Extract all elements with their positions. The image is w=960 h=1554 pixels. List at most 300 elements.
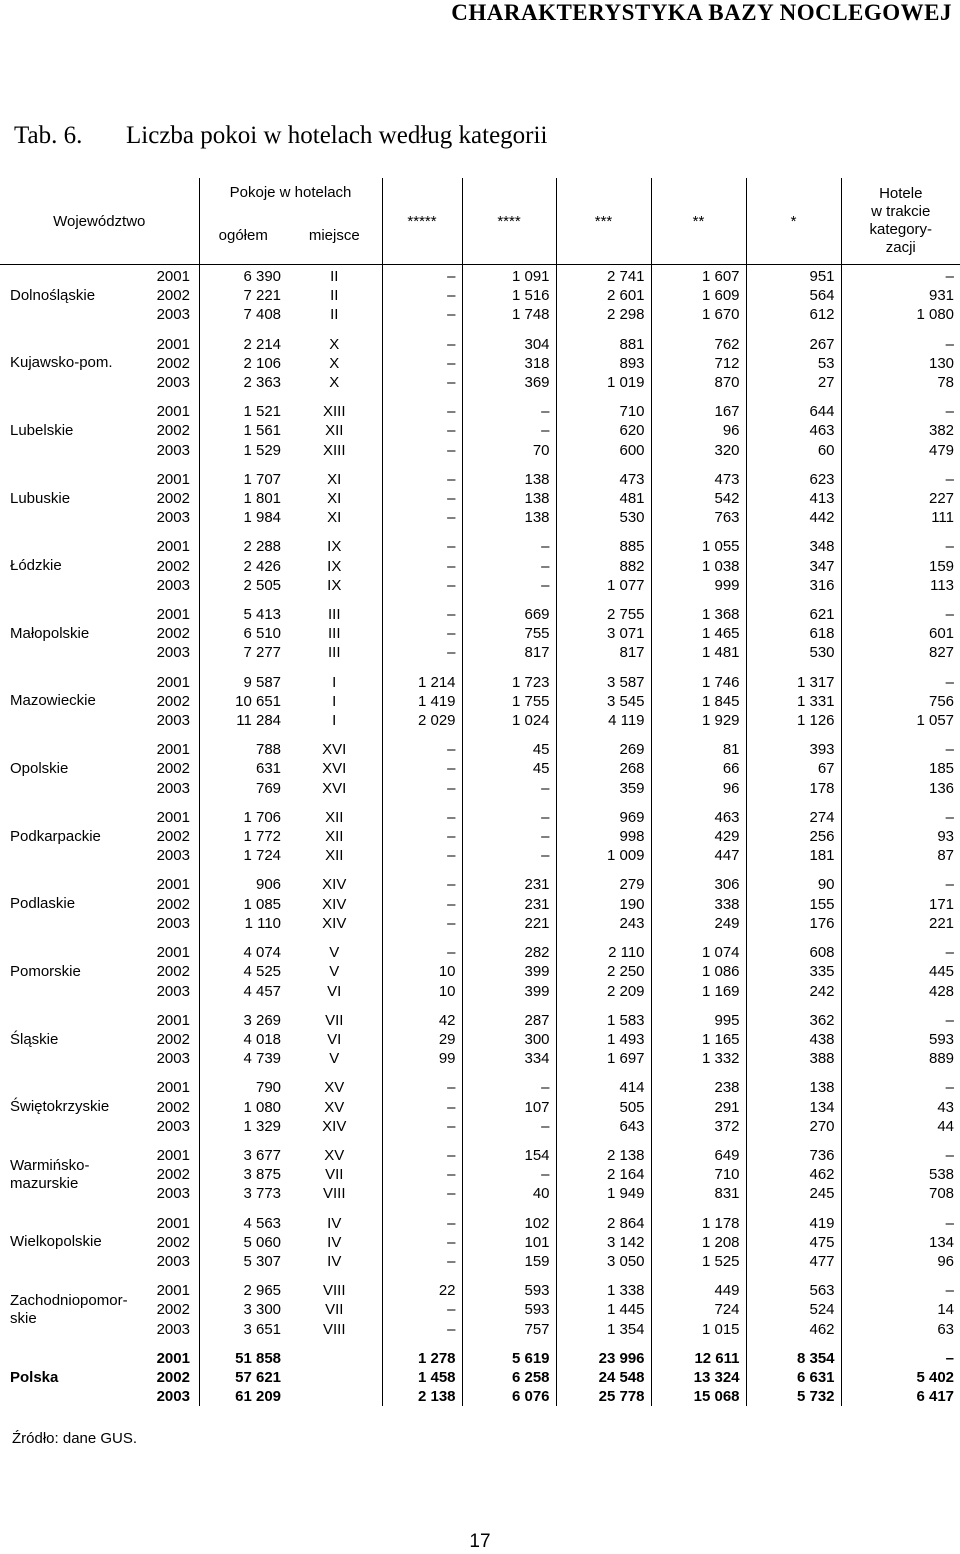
hotele-cell: 708 [841,1184,960,1203]
cat2-cell: 1 038 [651,557,746,576]
region-name-line: skie [10,1309,37,1327]
ogolem-cell: 4 563 [199,1214,287,1233]
hotele-cell: 130 [841,354,960,373]
cat3-cell: 998 [556,827,651,846]
cat4-cell: 300 [462,1030,556,1049]
miejsce-cell: XIV [322,914,347,932]
cat4-cell: – [462,537,556,556]
cat2-cell: 995 [651,1011,746,1030]
cat3-cell: 25 778 [556,1387,651,1406]
cat5-cell: – [382,1165,462,1184]
cat2-cell: 66 [651,759,746,778]
cat2-cell: 449 [651,1281,746,1300]
cat3-cell: 643 [556,1117,651,1136]
cat5-cell: – [382,1233,462,1252]
ogolem-cell: 4 525 [199,962,287,981]
miejsce-cell: XVI [322,779,347,797]
header-pokoje: Pokoje w hotelach [199,178,382,206]
cat5-cell: – [382,1098,462,1117]
table-number: Tab. 6. [14,122,83,149]
region-name-line: Kujawsko-pom. [10,354,113,372]
cat5-cell: – [382,1214,462,1233]
miejsce-cell: XVI [322,741,347,759]
ogolem-cell: 4 074 [199,943,287,962]
cat2-cell: 238 [651,1078,746,1097]
miejsce-cell: XI [327,470,342,488]
cat4-cell: – [462,576,556,595]
year-cell: 2003 [156,644,190,662]
cat3-cell: 268 [556,759,651,778]
table-row [0,402,960,421]
cat4-cell: 304 [462,335,556,354]
miejsce-cell: I [332,673,337,691]
region-name [0,605,148,663]
cat1-cell: 181 [746,846,841,865]
cat5-cell: – [382,1078,462,1097]
miejsce-cell: VII [325,1166,344,1184]
miejsce-cell [287,1368,382,1387]
cat1-cell: 362 [746,1011,841,1030]
miejsce-cell: XIV [322,876,347,894]
year-cell: 2003 [156,1117,190,1135]
cat5-cell: 1 214 [382,673,462,692]
region-name-line: mazurskie [10,1174,79,1192]
cat1-cell: 8 354 [746,1349,841,1368]
cat4-cell: – [462,557,556,576]
cat5-cell: – [382,267,462,286]
cat3-cell: 3 071 [556,624,651,643]
cat3-cell: 1 019 [556,373,651,392]
miejsce-cell: I [332,692,337,710]
cat5-cell: 1 419 [382,692,462,711]
ogolem-cell: 51 858 [199,1349,287,1368]
cat4-cell: – [462,1117,556,1136]
cat3-cell: 2 601 [556,286,651,305]
hotele-cell: 93 [841,827,960,846]
cat5-cell: – [382,1252,462,1271]
year-cell: 2002 [156,692,190,710]
hotele-cell: 1 057 [841,711,960,730]
cat5-cell: – [382,373,462,392]
region-name-line: Zachodniopomor- [10,1291,128,1309]
hotele-cell: 5 402 [841,1368,960,1387]
cat3-cell: 3 545 [556,692,651,711]
cat5-cell: – [382,470,462,489]
region-name-line: Lubelskie [10,422,74,440]
ogolem-cell: 3 875 [199,1165,287,1184]
cat4-cell: – [462,827,556,846]
cat5-cell: 42 [382,1011,462,1030]
cat2-cell: 463 [651,808,746,827]
miejsce-cell: XIV [322,1117,347,1135]
cat1-cell: 90 [746,875,841,894]
cat5-cell: – [382,286,462,305]
ogolem-cell: 4 739 [199,1049,287,1068]
cat5-cell: 10 [382,962,462,981]
miejsce-cell: IV [327,1233,342,1251]
year-cell: 2002 [156,760,190,778]
year-cell: 2003 [156,306,190,324]
hotele-cell: 1 080 [841,305,960,324]
region-name-line: Małopolskie [10,624,90,642]
cat3-cell: 279 [556,875,651,894]
cat4-cell: 45 [462,740,556,759]
cat4-cell: 231 [462,875,556,894]
cat5-cell: – [382,943,462,962]
cat3-cell: 2 164 [556,1165,651,1184]
region-name-line: Świętokrzyskie [10,1098,110,1116]
ogolem-cell: 2 106 [199,354,287,373]
year-cell: 2003 [156,1388,190,1406]
hotele-cell: 87 [841,846,960,865]
cat5-cell: 10 [382,982,462,1001]
cat4-cell: 669 [462,605,556,624]
cat4-cell: 755 [462,624,556,643]
year-cell: 2002 [156,963,190,981]
miejsce-cell: VI [327,1030,342,1048]
cat4-cell: 1 091 [462,267,556,286]
region-name [0,1214,148,1272]
hotele-cell: 479 [841,441,960,460]
year-cell: 2002 [156,287,190,305]
year-cell: 2002 [156,1098,190,1116]
cat3-cell: 473 [556,470,651,489]
hotele-cell: 96 [841,1252,960,1271]
ogolem-cell: 10 651 [199,692,287,711]
miejsce-cell: XV [324,1098,345,1116]
year-cell: 2002 [156,895,190,913]
cat4-cell: 5 619 [462,1349,556,1368]
miejsce-cell: XIII [323,403,346,421]
cat1-cell: 612 [746,305,841,324]
ogolem-cell: 2 505 [199,576,287,595]
region-name-line: Łódzkie [10,557,62,575]
cat3-cell: 1 583 [556,1011,651,1030]
cat1-cell: 462 [746,1320,841,1339]
miejsce-cell: VII [325,1011,344,1029]
cat2-cell: 1 845 [651,692,746,711]
year-cell: 2001 [156,944,190,962]
cat3-cell: 530 [556,508,651,527]
year-cell: 2002 [156,490,190,508]
hotele-cell: – [841,673,960,692]
hotele-cell: – [841,267,960,286]
hotele-cell: 827 [841,643,960,662]
cat2-cell: 1 086 [651,962,746,981]
miejsce-cell: V [329,963,340,981]
hotele-cell: – [841,470,960,489]
ogolem-cell: 2 426 [199,557,287,576]
miejsce-cell: III [328,606,341,624]
cat3-cell: 1 697 [556,1049,651,1068]
cat4-cell: 1 755 [462,692,556,711]
cat2-cell: 15 068 [651,1387,746,1406]
header-2-star: ** [651,178,746,265]
ogolem-cell: 1 085 [199,895,287,914]
year-cell: 2003 [156,509,190,527]
year-cell: 2002 [156,1301,190,1319]
cat3-cell: 190 [556,895,651,914]
ogolem-cell: 788 [199,740,287,759]
cat4-cell: 1 723 [462,673,556,692]
year-cell: 2002 [156,557,190,575]
miejsce-cell: V [329,944,340,962]
cat4-cell: 6 258 [462,1368,556,1387]
ogolem-cell: 1 080 [199,1098,287,1117]
miejsce-cell: IX [327,576,342,594]
hotele-cell: 78 [841,373,960,392]
year-cell: 2002 [156,422,190,440]
table-row [0,875,960,894]
cat3-cell: 505 [556,1098,651,1117]
cat1-cell: 245 [746,1184,841,1203]
cat1-cell: 267 [746,335,841,354]
header-hotele-line: Hotele [879,185,923,202]
region-name-line: Lubuskie [10,489,71,507]
hotele-cell: 111 [841,508,960,527]
cat2-cell: 429 [651,827,746,846]
cat2-cell: 81 [651,740,746,759]
cat1-cell: 563 [746,1281,841,1300]
table-row [0,1078,960,1097]
region-name-line: Śląskie [10,1030,59,1048]
cat5-cell: 29 [382,1030,462,1049]
group-gap [0,460,960,470]
cat3-cell: 24 548 [556,1368,651,1387]
cat5-cell: – [382,441,462,460]
cat4-cell: – [462,779,556,798]
hotele-cell: – [841,1281,960,1300]
table-row [0,943,960,962]
ogolem-cell: 1 801 [199,489,287,508]
cat1-cell: 67 [746,759,841,778]
hotele-cell: – [841,537,960,556]
hotele-cell: – [841,605,960,624]
cat2-cell: 1 178 [651,1214,746,1233]
cat4-cell: 334 [462,1049,556,1068]
cat2-cell: 724 [651,1300,746,1319]
ogolem-cell: 4 457 [199,982,287,1001]
cat1-cell: 413 [746,489,841,508]
year-cell: 2001 [156,673,190,691]
hotele-cell: 601 [841,624,960,643]
cat5-cell: – [382,827,462,846]
year-cell: 2002 [156,354,190,372]
cat1-cell: 951 [746,267,841,286]
region-name-line: Polska [10,1368,59,1386]
cat2-cell: 1 525 [651,1252,746,1271]
cat3-cell: 881 [556,335,651,354]
cat2-cell: 291 [651,1098,746,1117]
cat4-cell: 138 [462,489,556,508]
region-name-line: Wielkopolskie [10,1233,102,1251]
cat3-cell: 359 [556,779,651,798]
cat2-cell: 447 [651,846,746,865]
cat5-cell: – [382,402,462,421]
source-note: Źródło: dane GUS. [12,1430,138,1447]
miejsce-cell: I [332,712,337,730]
hotele-cell: 538 [841,1165,960,1184]
cat2-cell: 649 [651,1146,746,1165]
ogolem-cell: 1 110 [199,914,287,933]
cat3-cell: 2 209 [556,982,651,1001]
cat1-cell: 644 [746,402,841,421]
cat2-cell: 1 607 [651,267,746,286]
cat2-cell: 1 465 [651,624,746,643]
hotele-cell: 428 [841,982,960,1001]
cat1-cell: 477 [746,1252,841,1271]
cat2-cell: 473 [651,470,746,489]
ogolem-cell: 631 [199,759,287,778]
year-cell: 2003 [156,576,190,594]
hotel-rooms-table [0,178,960,1406]
hotele-cell: – [841,335,960,354]
cat1-cell: 60 [746,441,841,460]
year-cell: 2002 [156,1368,190,1386]
cat4-cell: 593 [462,1281,556,1300]
ogolem-cell: 4 018 [199,1030,287,1049]
ogolem-cell: 1 521 [199,402,287,421]
ogolem-cell: 1 706 [199,808,287,827]
miejsce-cell: V [329,1050,340,1068]
miejsce-cell: III [328,644,341,662]
cat5-cell: – [382,1184,462,1203]
cat5-cell: – [382,875,462,894]
group-gap [0,798,960,808]
cat1-cell: 419 [746,1214,841,1233]
cat2-cell: 1 929 [651,711,746,730]
cat5-cell: – [382,1320,462,1339]
miejsce-cell: II [330,287,339,305]
year-cell: 2001 [156,1349,190,1367]
miejsce-cell: II [330,306,339,324]
region-name [0,402,148,460]
ogolem-cell: 9 587 [199,673,287,692]
cat5-cell: – [382,576,462,595]
cat5-cell: 22 [382,1281,462,1300]
hotele-cell: – [841,1214,960,1233]
cat5-cell: – [382,914,462,933]
region-name-line: Podlaskie [10,895,76,913]
group-gap [0,1136,960,1146]
cat5-cell: – [382,759,462,778]
table-row [0,537,960,556]
cat5-cell: 1 458 [382,1368,462,1387]
region-name [0,808,148,866]
cat1-cell: 335 [746,962,841,981]
miejsce-cell: VIII [323,1320,346,1338]
hotele-cell: 134 [841,1233,960,1252]
hotele-cell: 14 [841,1300,960,1319]
cat2-cell: 763 [651,508,746,527]
header-5-star: ***** [382,178,462,265]
miejsce-cell: X [329,374,340,392]
cat5-cell: – [382,1146,462,1165]
table-row [0,1146,960,1165]
hotele-cell: – [841,1078,960,1097]
cat4-cell: 159 [462,1252,556,1271]
cat4-cell: 45 [462,759,556,778]
table-row [0,605,960,624]
cat4-cell: 1 024 [462,711,556,730]
hotele-cell: – [841,1146,960,1165]
region-name [0,875,148,933]
year-cell: 2001 [156,1214,190,1232]
cat5-cell: – [382,1117,462,1136]
cat4-cell: 399 [462,982,556,1001]
cat5-cell: 2 138 [382,1387,462,1406]
region-name-line: Mazowieckie [10,692,96,710]
cat5-cell: – [382,895,462,914]
cat4-cell: 593 [462,1300,556,1319]
cat1-cell: 138 [746,1078,841,1097]
ogolem-cell: 3 773 [199,1184,287,1203]
cat1-cell: 6 631 [746,1368,841,1387]
ogolem-cell: 57 621 [199,1368,287,1387]
miejsce-cell: VII [325,1301,344,1319]
cat4-cell: 101 [462,1233,556,1252]
table-row [0,267,960,286]
cat2-cell: 712 [651,354,746,373]
table-row [0,1011,960,1030]
cat3-cell: 1 354 [556,1320,651,1339]
ogolem-cell: 3 269 [199,1011,287,1030]
ogolem-cell: 7 277 [199,643,287,662]
cat2-cell: 762 [651,335,746,354]
miejsce-cell: XI [327,490,342,508]
hotele-cell: 171 [841,895,960,914]
cat5-cell: – [382,421,462,440]
ogolem-cell: 3 677 [199,1146,287,1165]
hotele-cell: – [841,740,960,759]
cat4-cell: 6 076 [462,1387,556,1406]
cat5-cell: – [382,508,462,527]
cat1-cell: 347 [746,557,841,576]
region-name [0,1349,148,1407]
ogolem-cell: 1 529 [199,441,287,460]
year-cell: 2001 [156,1282,190,1300]
cat3-cell: 2 864 [556,1214,651,1233]
year-cell: 2002 [156,828,190,846]
cat3-cell: 710 [556,402,651,421]
cat4-cell: 70 [462,441,556,460]
cat5-cell: – [382,643,462,662]
ogolem-cell: 7 221 [199,286,287,305]
cat1-cell: 1 317 [746,673,841,692]
miejsce-cell: XIII [323,441,346,459]
ogolem-cell: 6 390 [199,267,287,286]
miejsce-cell: VI [327,982,342,1000]
ogolem-cell: 2 363 [199,373,287,392]
year-cell: 2001 [156,606,190,624]
miejsce-cell: X [329,354,340,372]
cat4-cell: 1 748 [462,305,556,324]
cat3-cell: 243 [556,914,651,933]
cat4-cell: 282 [462,943,556,962]
ogolem-cell: 2 965 [199,1281,287,1300]
cat4-cell: – [462,421,556,440]
cat3-cell: 600 [556,441,651,460]
header-1-star: * [746,178,841,265]
hotele-cell: – [841,402,960,421]
cat5-cell: – [382,354,462,373]
cat1-cell: 274 [746,808,841,827]
cat4-cell: 138 [462,508,556,527]
cat2-cell: 870 [651,373,746,392]
cat1-cell: 475 [746,1233,841,1252]
cat3-cell: 481 [556,489,651,508]
ogolem-cell: 5 060 [199,1233,287,1252]
